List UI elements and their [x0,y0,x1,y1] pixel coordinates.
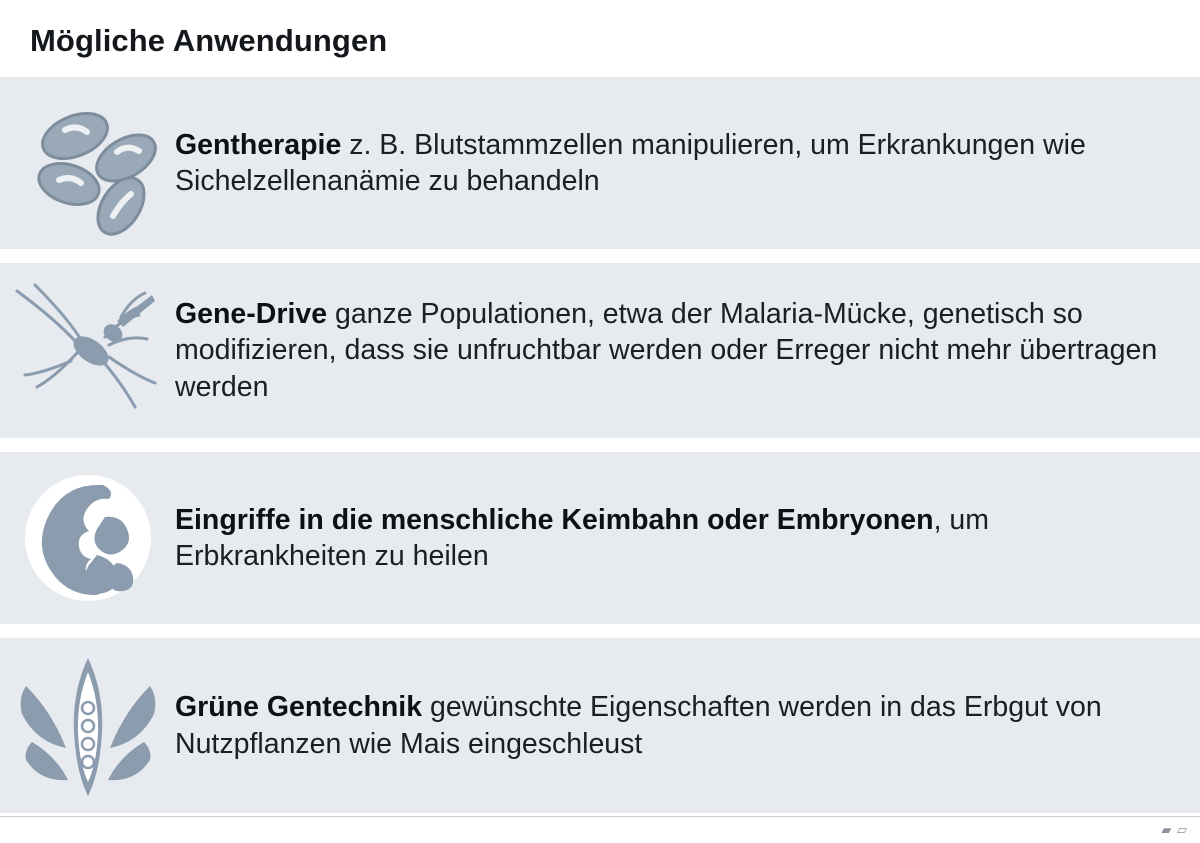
list-item [0,263,1200,438]
list-item-lead: Eingriffe in die menschliche Keimbahn oder Embryonen [175,503,934,536]
corn-plant-icon [0,638,175,813]
page-title: Mögliche Anwendungen [30,23,388,58]
footer-logo-mark: ▰ ▱ [1161,822,1188,837]
blood-cells-icon [0,77,175,249]
list-item-text [175,689,1182,762]
list-item-lead: Grüne Gentechnik [175,691,423,724]
list-item-lead: Gentherapie [175,128,342,161]
list-item-body: , um Erbkrankheiten zu heilen [175,503,989,573]
embryo-icon [0,452,175,624]
application-list [0,77,1200,813]
list-item [0,452,1200,624]
list-item [0,638,1200,813]
list-item-body: z. B. Blutstammzellen manipulieren, um Erkrankungen wie Sichelzellenanämie zu behandeln [175,128,1086,198]
list-item-body: ganze Populationen, etwa der Malaria-Mücke, genetisch so modifizieren, dass sie unfruchtbar werden oder Erreger nicht mehr übertragen werden [175,297,1158,403]
list-item [0,77,1200,249]
mosquito-icon [0,263,175,438]
footer [0,816,1200,843]
list-item-text [175,296,1182,405]
list-item-text [175,502,1182,575]
list-item-text [175,127,1182,200]
list-item-body: gewünschte Eigenschaften werden in das Erbgut von Nutzpflanzen wie Mais eingeschleust [175,691,1102,760]
list-item-lead: Gene-Drive [175,297,328,330]
